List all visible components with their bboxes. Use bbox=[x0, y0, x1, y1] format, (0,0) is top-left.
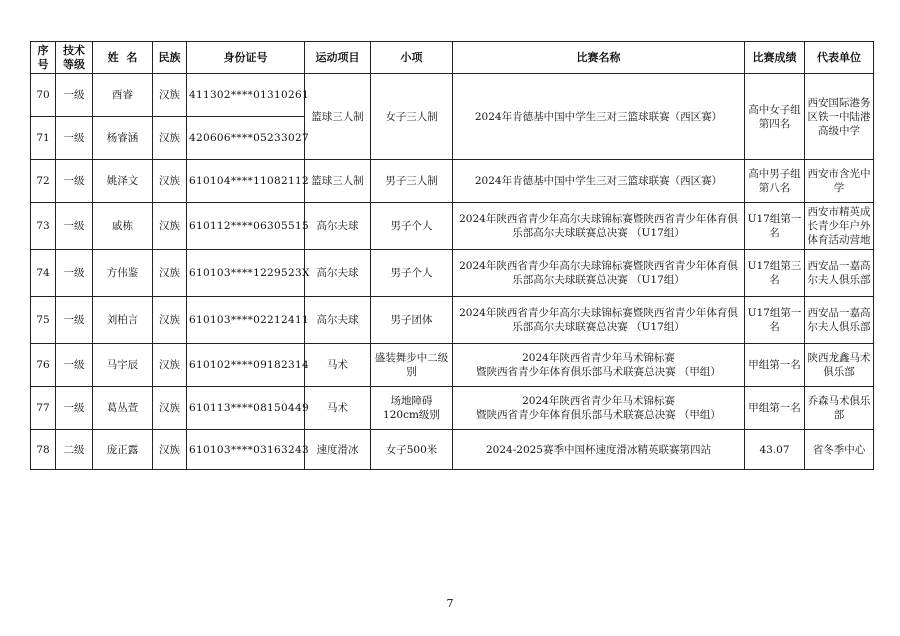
cell-unit: 乔森马术俱乐部 bbox=[805, 387, 874, 430]
cell-seq: 74 bbox=[31, 250, 56, 297]
table-row bbox=[31, 344, 874, 387]
cell-unit: 西安品一嘉高尔夫人俱乐部 bbox=[805, 297, 874, 344]
cell-seq: 72 bbox=[31, 160, 56, 203]
cell-result: 甲组第一名 bbox=[745, 344, 805, 387]
cell-event: 盛装舞步中二级别 bbox=[371, 344, 453, 387]
cell-result: U17组第一名 bbox=[745, 203, 805, 250]
competition-line-1: 2024年陕西省青少年马术锦标赛 bbox=[522, 395, 675, 407]
cell-sport: 篮球三人制 bbox=[305, 160, 371, 203]
cell-competition: 2024年陕西省青少年高尔夫球锦标赛暨陕西省青少年体育俱乐部高尔夫球联赛总决赛 （U17组） bbox=[453, 203, 745, 250]
cell-competition bbox=[453, 387, 745, 430]
header-sport: 运动项目 bbox=[305, 42, 371, 74]
header-unit: 代表单位 bbox=[805, 42, 874, 74]
cell-ethnicity: 汉族 bbox=[153, 344, 187, 387]
cell-level: 二级 bbox=[56, 430, 93, 470]
cell-id: 610112****06305515 bbox=[187, 203, 305, 250]
cell-result: 高中男子组第八名 bbox=[745, 160, 805, 203]
competition-line-2: 暨陕西省青少年体育俱乐部马术联赛总决赛 （甲组） bbox=[476, 366, 721, 378]
cell-result: 43.07 bbox=[745, 430, 805, 470]
cell-id: 610103****03163243 bbox=[187, 430, 305, 470]
cell-level: 一级 bbox=[56, 250, 93, 297]
cell-sport: 速度滑冰 bbox=[305, 430, 371, 470]
cell-level: 一级 bbox=[56, 203, 93, 250]
table-row bbox=[31, 74, 874, 117]
header-level: 技术等级 bbox=[56, 42, 93, 74]
cell-competition: 2024年陕西省青少年高尔夫球锦标赛暨陕西省青少年体育俱乐部高尔夫球联赛总决赛 （U17组） bbox=[453, 297, 745, 344]
cell-level: 一级 bbox=[56, 160, 93, 203]
cell-name: 姚泽文 bbox=[93, 160, 153, 203]
cell-sport: 马术 bbox=[305, 344, 371, 387]
competition-line-1: 2024年陕西省青少年马术锦标赛 bbox=[522, 352, 675, 364]
cell-result: 甲组第一名 bbox=[745, 387, 805, 430]
athlete-table bbox=[30, 41, 874, 470]
table-row bbox=[31, 297, 874, 344]
cell-seq: 75 bbox=[31, 297, 56, 344]
header-ethnicity: 民族 bbox=[153, 42, 187, 74]
cell-ethnicity: 汉族 bbox=[153, 430, 187, 470]
cell-result: U17组第一名 bbox=[745, 297, 805, 344]
cell-level: 一级 bbox=[56, 117, 93, 160]
cell-id: 420606****05233027 bbox=[187, 117, 305, 160]
cell-level: 一级 bbox=[56, 387, 93, 430]
cell-unit: 西安市含光中学 bbox=[805, 160, 874, 203]
header-event: 小项 bbox=[371, 42, 453, 74]
header-result: 比赛成绩 bbox=[745, 42, 805, 74]
cell-level: 一级 bbox=[56, 74, 93, 117]
cell-name: 方伟鉴 bbox=[93, 250, 153, 297]
competition-line-2: 暨陕西省青少年体育俱乐部马术联赛总决赛 （甲组） bbox=[476, 409, 721, 421]
cell-event: 男子个人 bbox=[371, 250, 453, 297]
cell-name: 马宇辰 bbox=[93, 344, 153, 387]
cell-unit: 陕西龙鑫马术俱乐部 bbox=[805, 344, 874, 387]
cell-seq: 78 bbox=[31, 430, 56, 470]
cell-event: 男子个人 bbox=[371, 203, 453, 250]
cell-sport: 马术 bbox=[305, 387, 371, 430]
cell-competition: 2024年陕西省青少年高尔夫球锦标赛暨陕西省青少年体育俱乐部高尔夫球联赛总决赛 （U17组） bbox=[453, 250, 745, 297]
cell-id: 610103****02212411 bbox=[187, 297, 305, 344]
cell-name: 戚栋 bbox=[93, 203, 153, 250]
cell-level: 一级 bbox=[56, 297, 93, 344]
table-row bbox=[31, 387, 874, 430]
cell-result: 高中女子组第四名 bbox=[745, 74, 805, 160]
header-competition: 比赛名称 bbox=[453, 42, 745, 74]
cell-sport: 高尔夫球 bbox=[305, 203, 371, 250]
cell-seq: 77 bbox=[31, 387, 56, 430]
cell-competition: 2024年肯德基中国中学生三对三篮球联赛（西区赛） bbox=[453, 160, 745, 203]
cell-sport: 高尔夫球 bbox=[305, 297, 371, 344]
cell-name: 葛丛萱 bbox=[93, 387, 153, 430]
cell-name: 酉睿 bbox=[93, 74, 153, 117]
table-row bbox=[31, 250, 874, 297]
cell-competition: 2024-2025赛季中国杯速度滑冰精英联赛第四站 bbox=[453, 430, 745, 470]
cell-sport: 高尔夫球 bbox=[305, 250, 371, 297]
cell-unit: 西安国际港务区铁一中陆港高级中学 bbox=[805, 74, 874, 160]
cell-ethnicity: 汉族 bbox=[153, 203, 187, 250]
page-number: 7 bbox=[446, 597, 454, 610]
cell-unit: 西安品一嘉高尔夫人俱乐部 bbox=[805, 250, 874, 297]
cell-ethnicity: 汉族 bbox=[153, 297, 187, 344]
cell-ethnicity: 汉族 bbox=[153, 250, 187, 297]
cell-id: 610102****09182314 bbox=[187, 344, 305, 387]
table-row bbox=[31, 430, 874, 470]
cell-result: U17组第三名 bbox=[745, 250, 805, 297]
cell-competition bbox=[453, 344, 745, 387]
cell-seq: 73 bbox=[31, 203, 56, 250]
cell-ethnicity: 汉族 bbox=[153, 74, 187, 117]
cell-event: 男子团体 bbox=[371, 297, 453, 344]
cell-sport: 篮球三人制 bbox=[305, 74, 371, 160]
header-name: 姓 名 bbox=[93, 42, 153, 74]
header-id-number: 身份证号 bbox=[187, 42, 305, 74]
cell-ethnicity: 汉族 bbox=[153, 117, 187, 160]
cell-name: 庞正露 bbox=[93, 430, 153, 470]
cell-ethnicity: 汉族 bbox=[153, 387, 187, 430]
cell-id: 411302****01310261 bbox=[187, 74, 305, 117]
cell-event: 场地障碍120cm级别 bbox=[371, 387, 453, 430]
table-row bbox=[31, 203, 874, 250]
header-row bbox=[31, 42, 874, 74]
cell-competition: 2024年肯德基中国中学生三对三篮球联赛（西区赛） bbox=[453, 74, 745, 160]
cell-seq: 71 bbox=[31, 117, 56, 160]
header-seq: 序号 bbox=[31, 42, 56, 74]
cell-seq: 76 bbox=[31, 344, 56, 387]
cell-id: 610103****1229523X bbox=[187, 250, 305, 297]
cell-name: 刘柏言 bbox=[93, 297, 153, 344]
table-row bbox=[31, 160, 874, 203]
cell-ethnicity: 汉族 bbox=[153, 160, 187, 203]
cell-level: 一级 bbox=[56, 344, 93, 387]
cell-seq: 70 bbox=[31, 74, 56, 117]
cell-name: 杨睿涵 bbox=[93, 117, 153, 160]
cell-id: 610104****11082112 bbox=[187, 160, 305, 203]
cell-unit: 西安市精英成长青少年户外体育活动营地 bbox=[805, 203, 874, 250]
cell-event: 男子三人制 bbox=[371, 160, 453, 203]
cell-id: 610113****08150449 bbox=[187, 387, 305, 430]
cell-event: 女子500米 bbox=[371, 430, 453, 470]
cell-unit: 省冬季中心 bbox=[805, 430, 874, 470]
cell-event: 女子三人制 bbox=[371, 74, 453, 160]
